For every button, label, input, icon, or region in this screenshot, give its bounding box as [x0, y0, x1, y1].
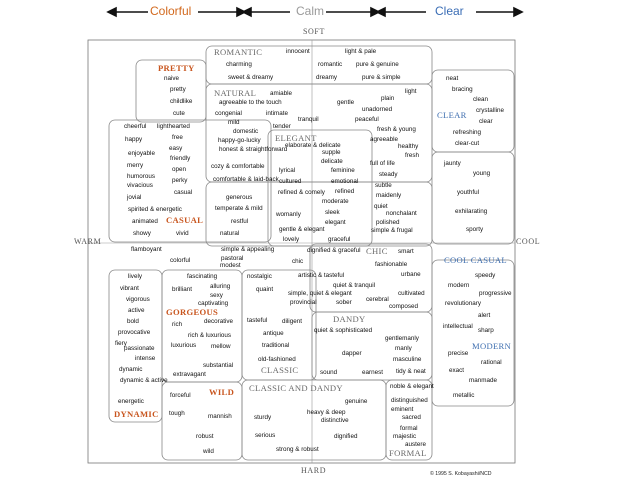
word-heavy-and-deep: heavy & deep: [307, 409, 346, 416]
word-unadorned: unadorned: [362, 106, 393, 113]
box-modern: [432, 260, 514, 406]
word-sacred: sacred: [402, 414, 421, 421]
word-clear: clear: [479, 118, 493, 125]
axis-label-left: WARM: [74, 237, 102, 246]
word-young: young: [473, 170, 491, 177]
word-gentle-and-elegant: gentle & elegant: [279, 226, 325, 233]
word-traditional: traditional: [262, 342, 290, 349]
word-earnest: earnest: [362, 369, 384, 376]
word-lyrical: lyrical: [279, 167, 296, 174]
word-sweet-and-dreamy: sweet & dreamy: [228, 74, 274, 81]
axis-label-bottom: HARD: [301, 466, 327, 475]
word-merry: merry: [127, 162, 144, 169]
word-bold: bold: [127, 318, 139, 325]
word-elegant: elegant: [325, 219, 346, 226]
word-lively: lively: [128, 273, 142, 280]
word-free: free: [172, 134, 183, 141]
word-substantial: substantial: [203, 362, 234, 369]
word-elaborate-and-delicate: elaborate & delicate: [285, 142, 341, 149]
word-jaunty: jaunty: [444, 160, 461, 167]
word-jovial: jovial: [127, 194, 142, 201]
group-label-dynamic: DYNAMIC: [114, 409, 159, 419]
word-pure-and-genuine: pure & genuine: [356, 61, 399, 68]
word-fresh-and-young: fresh & young: [377, 126, 416, 133]
word-genuine: genuine: [345, 398, 368, 405]
word-sober: sober: [336, 299, 352, 306]
word-domestic: domestic: [233, 128, 259, 135]
word-intense: intense: [135, 355, 156, 362]
word-chic: chic: [292, 258, 304, 265]
word-brilliant: brilliant: [172, 286, 192, 293]
word-bracing: bracing: [452, 86, 473, 93]
group-label-pretty: PRETTY: [158, 63, 195, 73]
word-happy-go-lucky: happy-go-lucky: [218, 137, 261, 144]
word-metallic: metallic: [453, 392, 475, 399]
word-childlike: childlike: [170, 98, 193, 105]
group-label-classic: CLASSIC: [261, 365, 299, 375]
word-mannish: mannish: [208, 413, 232, 420]
word-enjoyable: enjoyable: [128, 150, 155, 157]
word-simple-and-frugal: simple & frugal: [371, 227, 413, 234]
word-rich: rich: [172, 321, 183, 328]
word-speedy: speedy: [475, 272, 496, 279]
word-mild: mild: [228, 119, 240, 126]
word-forceful: forceful: [170, 392, 191, 399]
word-vivacious: vivacious: [127, 182, 153, 189]
arrow-head-mid-left-2: [243, 8, 251, 16]
word-gentlemanly: gentlemanly: [385, 335, 419, 342]
word-tranquil: tranquil: [298, 116, 319, 123]
word-rational: rational: [481, 359, 502, 366]
word-austere: austere: [405, 441, 427, 448]
word-lovely: lovely: [283, 236, 300, 243]
word-open: open: [172, 166, 187, 173]
word-showy: showy: [133, 230, 151, 237]
axis-label-right: COOL: [516, 237, 541, 246]
word-fashionable: fashionable: [375, 261, 408, 268]
word-eminent: eminent: [391, 406, 414, 413]
word-congenial: congenial: [215, 110, 242, 117]
word-feminine: feminine: [331, 167, 355, 174]
word-tender: tender: [273, 123, 291, 130]
word-plain: plain: [381, 95, 395, 102]
word-happy: happy: [125, 136, 143, 143]
word-clear-cut: clear-cut: [455, 140, 480, 147]
word-natural: natural: [220, 230, 240, 237]
word-dignified-and-graceful: dignified & graceful: [307, 247, 361, 254]
word-sound: sound: [320, 369, 338, 376]
word-provincial: provincial: [290, 299, 317, 306]
word-fiery: fiery: [115, 340, 127, 347]
word-subtle: subtle: [375, 182, 392, 189]
word-cozy-and-comfortable: cozy & comfortable: [211, 163, 265, 170]
word-simple-and-appealing: simple & appealing: [221, 246, 275, 253]
word-delicate: delicate: [321, 158, 343, 165]
word-pure-and-simple: pure & simple: [362, 74, 401, 81]
word-vivid: vivid: [176, 230, 189, 237]
word-masculine: masculine: [393, 356, 422, 363]
group-label-modern: MODERN: [472, 341, 512, 351]
word-mellow: mellow: [211, 343, 231, 350]
word-full-of-life: full of life: [370, 160, 395, 167]
word-pastoral: pastoral: [221, 255, 244, 262]
word-cultivated: cultivated: [398, 290, 425, 297]
word-rich-and-luxurious: rich & luxurious: [188, 332, 232, 339]
word-temperate-and-mild: temperate & mild: [215, 205, 263, 212]
word-modest: modest: [220, 262, 241, 269]
word-generous: generous: [226, 194, 253, 201]
word-steady: steady: [379, 171, 398, 178]
word-charming: charming: [226, 61, 252, 68]
word-animated: animated: [132, 218, 158, 225]
word-cerebral: cerebral: [366, 296, 389, 303]
group-label-romantic: ROMANTIC: [214, 47, 263, 57]
word-intimate: intimate: [266, 110, 289, 117]
calm-label: Calm: [296, 4, 325, 18]
word-peaceful: peaceful: [355, 116, 379, 123]
word-antique: antique: [263, 330, 284, 337]
word-luxurious: luxurious: [171, 342, 197, 349]
word-maidenly: maidenly: [376, 192, 402, 199]
group-label-formal: FORMAL: [389, 448, 427, 458]
word-strong-and-robust: strong & robust: [276, 446, 319, 453]
word-easy: easy: [169, 145, 183, 152]
arrow-head-left: [108, 8, 116, 16]
word-extravagant: extravagant: [173, 371, 206, 378]
word-vibrant: vibrant: [120, 285, 139, 292]
word-light-and-pale: light & pale: [345, 48, 377, 55]
word-cute: cute: [173, 110, 185, 117]
word-robust: robust: [196, 433, 214, 440]
word-exact: exact: [449, 367, 465, 374]
word-quiet: quiet: [374, 203, 388, 210]
word-nostalgic: nostalgic: [247, 273, 272, 280]
word-lighthearted: lighthearted: [157, 123, 190, 130]
word-flamboyant: flamboyant: [131, 246, 162, 253]
word-quaint: quaint: [256, 286, 274, 293]
word-sharp: sharp: [478, 327, 494, 334]
word-quiet-and-sophisticated: quiet & sophisticated: [314, 327, 373, 334]
word-perky: perky: [172, 177, 188, 184]
word-old-fashioned: old-fashioned: [258, 356, 296, 363]
word-formal: formal: [400, 425, 418, 432]
word-romantic: romantic: [318, 61, 343, 68]
word-tough: tough: [169, 410, 185, 417]
word-sturdy: sturdy: [254, 414, 272, 421]
word-progressive: progressive: [479, 290, 512, 297]
word-healthy: healthy: [398, 143, 419, 150]
arrow-head-mid-right-2: [377, 8, 385, 16]
group-label-wild: WILD: [209, 387, 235, 397]
word-quiet-and-tranquil: quiet & tranquil: [333, 282, 376, 289]
word-youthful: youthful: [457, 189, 480, 196]
word-colorful: colorful: [170, 257, 191, 264]
box-classic: [242, 270, 316, 380]
word-precise: precise: [448, 350, 469, 357]
word-cultured: cultured: [279, 178, 302, 185]
word-sleek: sleek: [325, 209, 340, 216]
word-womanly: womanly: [276, 211, 301, 218]
word-artistic-and-tasteful: artistic & tasteful: [298, 272, 345, 279]
word-serious: serious: [255, 432, 276, 439]
word-neat: neat: [446, 75, 459, 82]
group-label-dandy: DANDY: [333, 314, 366, 324]
word-humorous: humorous: [127, 173, 156, 180]
word-distinguished: distinguished: [391, 397, 428, 404]
arrow-head-right: [514, 8, 522, 16]
word-manmade: manmade: [469, 377, 498, 384]
group-label-gorgeous: GORGEOUS: [166, 307, 219, 317]
group-label-casual: CASUAL: [166, 215, 204, 225]
word-alert: alert: [478, 312, 491, 319]
word-passionate: passionate: [124, 345, 155, 352]
word-distinctive: distinctive: [321, 417, 349, 424]
word-fascinating: fascinating: [187, 273, 218, 280]
word-captivating: captivating: [198, 300, 229, 307]
word-wild: wild: [203, 448, 214, 455]
clear-label: Clear: [435, 4, 464, 18]
group-label-clear: CLEAR: [437, 110, 467, 120]
word-friendly: friendly: [170, 155, 191, 162]
word-amiable: amiable: [270, 90, 293, 97]
word-supple: supple: [322, 149, 341, 156]
word-refined-and-comely: refined & comely: [278, 189, 325, 196]
word-cheerful: cheerful: [124, 123, 147, 130]
word-alluring: alluring: [210, 283, 231, 290]
word-dignified: dignified: [334, 433, 358, 440]
word-diligent: diligent: [282, 318, 302, 325]
word-energetic: energetic: [118, 398, 144, 405]
word-crystalline: crystalline: [476, 107, 504, 114]
word-majestic: majestic: [393, 433, 417, 440]
word-smart: smart: [398, 248, 414, 255]
word-nonchalant: nonchalant: [386, 210, 417, 217]
word-sporty: sporty: [466, 226, 484, 233]
word-revolutionary: revolutionary: [445, 300, 482, 307]
word-refreshing: refreshing: [453, 129, 482, 136]
word-gentle: gentle: [337, 99, 355, 106]
word-dreamy: dreamy: [316, 74, 337, 81]
word-comfortable-and-laid-back: comfortable & laid-back: [213, 176, 279, 183]
word-pretty: pretty: [170, 86, 186, 93]
word-sexy: sexy: [210, 292, 223, 299]
word-innocent: innocent: [286, 48, 310, 55]
word-urbane: urbane: [401, 271, 421, 278]
word-agreeable-to-the-touch: agreeable to the touch: [219, 99, 282, 106]
word-manly: manly: [395, 345, 412, 352]
word-composed: composed: [389, 303, 419, 310]
word-spirited-and-energetic: spirited & energetic: [128, 206, 182, 213]
axis-label-top: SOFT: [303, 27, 325, 36]
word-moderate: moderate: [322, 198, 349, 205]
word-tasteful: tasteful: [247, 317, 268, 324]
word-light: light: [405, 88, 417, 95]
group-label-elegant: ELEGANT: [275, 133, 317, 143]
word-fresh: fresh: [405, 152, 419, 159]
word-clean: clean: [473, 96, 489, 103]
group-label-classic-and-dandy: CLASSIC AND DANDY: [249, 383, 343, 393]
word-noble-and-elegant: noble & elegant: [390, 383, 434, 390]
word-restful: restful: [231, 218, 249, 225]
word-decorative: decorative: [204, 318, 234, 325]
word-dynamic-and-active: dynamic & active: [120, 377, 168, 384]
word-emotional: emotional: [331, 178, 359, 185]
colorful-label: Colorful: [150, 4, 192, 18]
copyright: © 1995 S. Kobayashi/NCD: [430, 471, 492, 477]
word-naive: naive: [164, 75, 180, 82]
word-vigorous: vigorous: [126, 296, 150, 303]
word-active: active: [128, 307, 145, 314]
word-modern: modern: [448, 282, 470, 289]
word-honest-and-straightforward: honest & straightforward: [219, 146, 288, 153]
word-dynamic: dynamic: [119, 366, 143, 373]
group-label-chic: CHIC: [366, 246, 388, 256]
word-intellectual: intellectual: [443, 323, 473, 330]
word-simple-quiet-and-elegant: simple, quiet & elegant: [288, 290, 352, 297]
group-label-cool-casual: COOL CASUAL: [444, 255, 507, 265]
word-provocative: provocative: [118, 329, 151, 336]
word-graceful: graceful: [328, 236, 351, 243]
group-label-natural: NATURAL: [214, 88, 257, 98]
word-exhilarating: exhilarating: [455, 208, 488, 215]
word-casual: casual: [174, 189, 193, 196]
word-dapper: dapper: [342, 350, 362, 357]
word-refined: refined: [335, 188, 355, 195]
word-agreeable: agreeable: [370, 136, 399, 143]
word-polished: polished: [376, 219, 400, 226]
word-tidy-and-neat: tidy & neat: [396, 368, 426, 375]
